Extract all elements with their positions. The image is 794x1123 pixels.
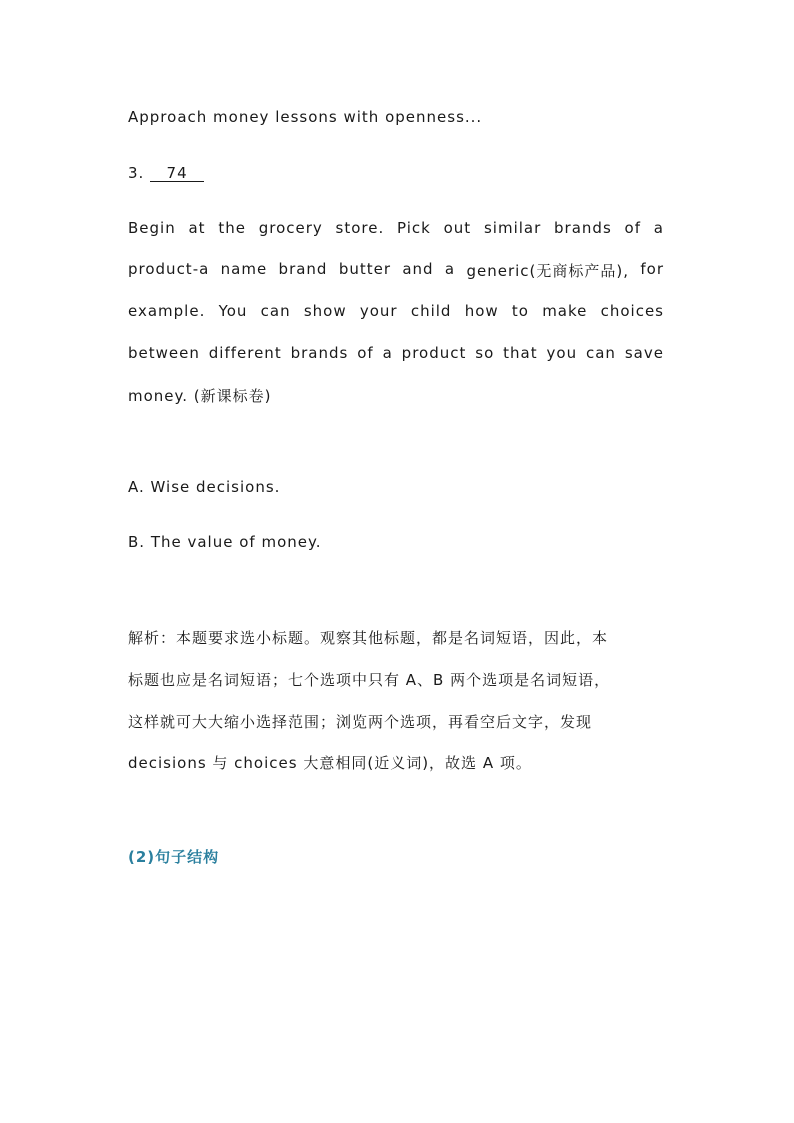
passage-word: Pick [397,219,431,237]
passage-word: similar [483,219,542,237]
passage-word: product-a [128,260,210,278]
passage-line-3 [128,302,664,320]
passage-word: child [410,302,452,320]
section-heading: (2)句子结构 [128,848,220,866]
option-b: B. The value of money. [128,533,322,551]
passage-word: choices [600,302,664,320]
passage-word: your [359,302,398,320]
passage-word: different [208,344,282,362]
passage-line-5: money. (新课标卷) [128,387,272,405]
passage-word: a [382,344,393,362]
passage-word: butter [338,260,391,278]
passage-word: show [303,302,347,320]
analysis-line-2: 标题也应是名词短语；七个选项中只有 A、B 两个选项是名词短语， [128,671,611,689]
passage-word: brands [290,344,349,362]
analysis-line-1: 解析：本题要求选小标题。观察其他标题，都是名词短语，因此，本 [128,629,609,647]
passage-word: Begin [128,219,176,237]
passage-word: example. [128,302,206,320]
question-number: 3. [128,164,145,182]
passage-word: of [357,344,374,362]
analysis-line-3: 这样就可大大缩小选择范围；浏览两个选项，再看空后文字，发现 [128,713,593,731]
passage-word: out [443,219,472,237]
passage-line-1 [128,219,664,237]
option-a: A. Wise decisions. [128,478,281,496]
passage-word: a [653,219,664,237]
passage-word: store. [335,219,385,237]
passage-word: for [640,260,664,278]
passage-word: can [585,344,616,362]
passage-word: make [542,302,588,320]
passage-word: grocery [258,219,323,237]
passage-word: between [128,344,200,362]
question-line [128,164,664,182]
passage-word: a [444,260,456,278]
passage-word: and [402,260,434,278]
passage-word: save [624,344,664,362]
passage-word: product [401,344,467,362]
passage-word: the [218,219,246,237]
passage-word: can [260,302,291,320]
passage-word: how [464,302,499,320]
passage-word: that [503,344,538,362]
passage-word: name [220,260,268,278]
passage-word: brands [554,219,612,237]
answer-blank: 74 [150,165,204,182]
intro-text: Approach money lessons with openness... [128,108,483,126]
passage-line-4 [128,344,664,362]
passage-word: brand [278,260,328,278]
passage-word: to [511,302,529,320]
passage-word: you [546,344,578,362]
passage-word: You [218,302,248,320]
passage-word: at [188,219,206,237]
passage-line-2 [128,260,664,281]
passage-word: of [624,219,641,237]
passage-word: so [475,344,495,362]
analysis-line-4: decisions 与 choices 大意相同(近义词)，故选 A 项。 [128,754,532,772]
passage-word: generic(无商标产品), [466,262,630,280]
